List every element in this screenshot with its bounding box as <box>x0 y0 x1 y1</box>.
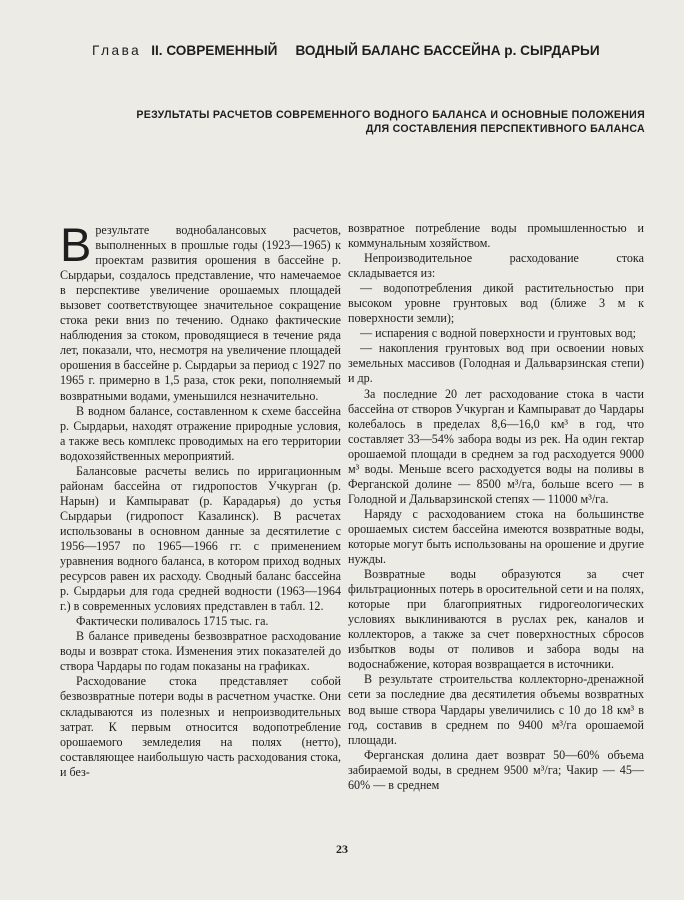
paragraph: Расходование стока представляет собой безвозвратные потери воды в расчетном участке. Они складываются из полезных и непроизводительных затрат. К первым относится водопотребление орошаемого земледелия на полях (нетто), составляющее наибольшую часть расходования стока, и без- <box>60 674 341 779</box>
list-item: — водопотребления дикой растительностью при высоком уровне грунтовых вод (ближе 3 м к поверхности земли); <box>348 281 644 326</box>
paragraph: Возвратные воды образуются за счет фильтрационных потерь в оросительной сети и на полях, которые при благоприятных гидрогеологических условиях выклиниваются в руслах рек, каналов и коллекторов, а также за счет поверхностных сбросов избытков воды от поливов и забора воды на водоснабжение, которая возвращается в источники. <box>348 567 644 672</box>
chapter-heading <box>92 43 652 58</box>
chapter-word: Глава <box>92 43 142 58</box>
paragraph: Врезультате воднобалансовых расчетов, выполненных в прошлые годы (1923—1965) к проектам развития орошения в бассейне р. Сырдарьи, создалось представление, что намечаемое в перспективе увеличение орошаемых площадей вызовет соответствующее значительное сокращение стока реки вниз по течению. Однако фактические наблюдения за стоком, проводящиеся в течение ряда лет, показали, что, несмотря на увеличение площадей орошения в бассейне р. Сырдарьи за период с 1927 по 1965 г. примерно в 1,5 раза, сток реки, пополняемый возвратными водами, уменьшился незначительно. <box>60 218 341 403</box>
chapter-title-part1: II. СОВРЕМЕННЫЙ <box>151 43 278 58</box>
page-number: 23 <box>336 842 348 856</box>
paragraph: Непроизводительное расходование стока складывается из: <box>348 251 644 281</box>
section-title <box>100 108 645 136</box>
right-column <box>348 221 644 793</box>
list-item: — испарения с водной поверхности и грунтовых вод; <box>360 326 636 341</box>
paragraph: Балансовые расчеты велись по ирригационным районам бассейна от гидропостов Учкурган (р. Нарын) и Кампырават (р. Карадарья) до устья Сырдарьи (гидропост Казалинск). В расчетах использованы в основном данные за десятилетие с 1956—1957 по 1965—1966 гг. с применением уравнения водного баланса, в котором приход водных ресурсов равен их расходу. Сводный баланс бассейна р. Сырдарьи для года средней водности (1963—1964 г.) в современных условиях представлен в табл. 12. <box>60 463 341 614</box>
paragraph: За последние 20 лет расходование стока в части бассейна от створов Учкурган и Кампырават до Чардары колебалось в пределах 8,6—16,0 км³ в год, что составляет 33—54% забора воды из рек. На один гектар орошаемой площади в среднем за год расходуется 9000 м³ воды. Меньше всего расходуется воды на поливы в Ферганской долине — 8500 м³/га, больше всего — в Голодной и Дальварзинской степях — 11000 м³/га. <box>348 386 644 506</box>
paragraph: В результате строительства коллекторно-дренажной сети за последние два десятилетия объемы возвратных вод выше створа Чардары увеличились с 10 до 18 км³ в год, составив в среднем по 9400 м³/га орошаемой площади. <box>348 672 644 747</box>
drop-cap: В <box>60 218 92 271</box>
paragraph: В водном балансе, составленном к схеме бассейна р. Сырдарьи, находят отражение природные условия, а также весь комплекс проводимых на его территории водохозяйственных мероприятий. <box>60 403 341 463</box>
section-title-line1: РЕЗУЛЬТАТЫ РАСЧЕТОВ СОВРЕМЕННОГО ВОДНОГО БАЛАНСА И ОСНОВНЫЕ ПОЛОЖЕНИЯ <box>136 109 645 121</box>
list-item: — накопления грунтовых вод при освоении новых земельных массивов (Голодная и Дальварзинская степи) и др. <box>348 341 644 386</box>
chapter-title-part2: ВОДНЫЙ БАЛАНС БАССЕЙНА р. СЫРДАРЬИ <box>295 43 600 58</box>
paragraph: В балансе приведены безвозвратное расходование воды и возврат стока. Изменения этих показателей до створа Чардары по годам показаны на графиках. <box>60 629 341 674</box>
paragraph: Наряду с расходованием стока на большинстве орошаемых систем бассейна имеются возвратные воды, которые могут быть использованы на орошение и другие нужды. <box>348 506 644 567</box>
left-column <box>60 218 341 780</box>
paragraph: Фактически поливалось 1715 тыс. га. <box>76 614 269 629</box>
paragraph: Ферганская долина дает возврат 50—60% объема забираемой воды, в среднем 9500 м³/га; Чакир — 45—60% — в среднем <box>348 747 644 792</box>
paragraph: возвратное потребление воды промышленностью и коммунальным хозяйством. <box>348 221 644 251</box>
section-title-line2: ДЛЯ СОСТАВЛЕНИЯ ПЕРСПЕКТИВНОГО БАЛАНСА <box>365 123 645 135</box>
